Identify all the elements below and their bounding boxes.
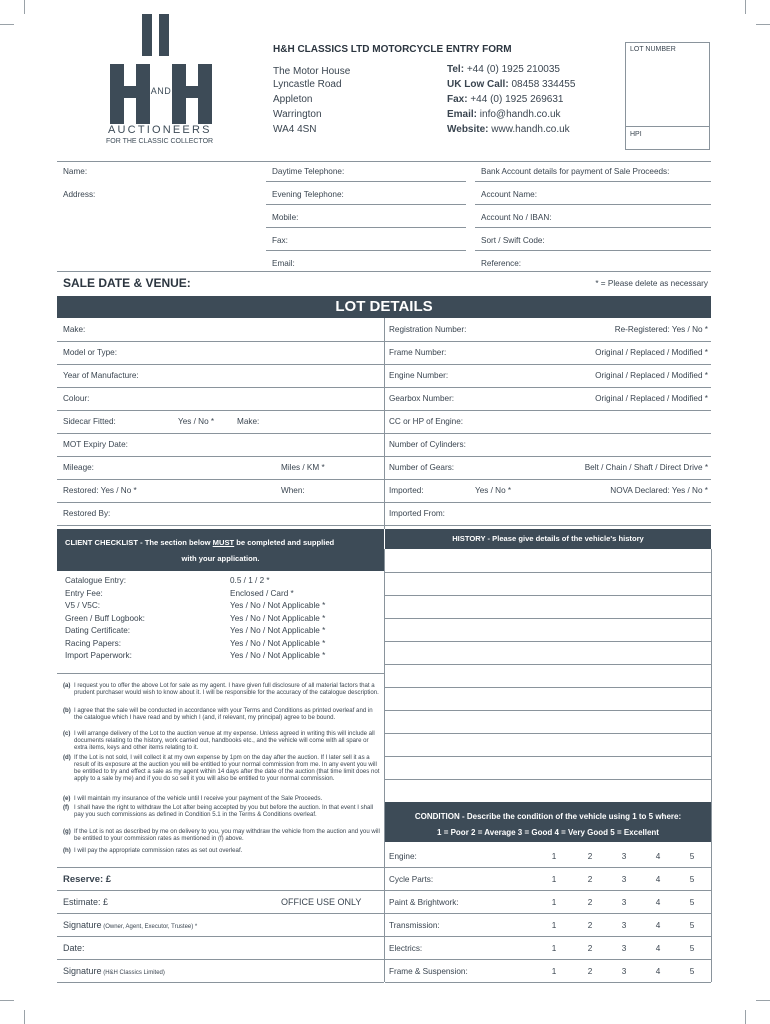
checklist-label: Dating Certificate:: [65, 626, 131, 635]
checklist-label: V5 / V5C:: [65, 601, 101, 610]
re-registered-option[interactable]: Re-Registered: Yes / No *: [614, 325, 708, 334]
condition-rating-option[interactable]: 4: [655, 921, 661, 930]
account-number-field[interactable]: Account No / IBAN:: [481, 213, 552, 222]
contact-website[interactable]: Website: www.handh.co.uk: [447, 124, 570, 135]
condition-rating-option[interactable]: 4: [655, 944, 661, 953]
form-title: H&H CLASSICS LTD MOTORCYCLE ENTRY FORM: [273, 44, 512, 55]
hpi-label: HPI: [630, 131, 642, 138]
checklist-label: Catalogue Entry:: [65, 576, 126, 585]
condition-rating-option[interactable]: 5: [689, 875, 695, 884]
condition-rating-option[interactable]: 4: [655, 898, 661, 907]
checklist-label: Entry Fee:: [65, 588, 103, 598]
condition-rating-option[interactable]: 4: [655, 852, 661, 861]
sidecar-fitted-field: Sidecar Fitted:: [63, 417, 116, 426]
condition-rating-option[interactable]: 2: [587, 967, 593, 976]
condition-rating-option[interactable]: 5: [689, 944, 695, 953]
condition-rating-option[interactable]: 1: [551, 898, 557, 907]
date-field[interactable]: Date:: [63, 943, 85, 953]
restored-by-field[interactable]: Restored By:: [63, 509, 111, 518]
logo-auctioneers: AUCTIONEERS: [108, 124, 212, 136]
checklist-value[interactable]: Yes / No / Not Applicable *: [230, 651, 326, 660]
condition-engine-label: Engine:: [389, 852, 417, 861]
condition-rating-option[interactable]: 3: [621, 921, 627, 930]
condition-rating-option[interactable]: 1: [551, 967, 557, 976]
crop-mark: [756, 24, 770, 25]
registration-number-field[interactable]: Registration Number:: [389, 325, 467, 334]
lot-number-label: LOT NUMBER: [630, 46, 676, 53]
lot-details-header: [57, 296, 711, 318]
evening-telephone-field[interactable]: Evening Telephone:: [272, 190, 344, 199]
condition-rating-option[interactable]: 1: [551, 921, 557, 930]
engine-status-option[interactable]: Original / Replaced / Modified *: [595, 371, 708, 380]
condition-rating-option[interactable]: 2: [587, 852, 593, 861]
fax-field[interactable]: Fax:: [272, 236, 288, 245]
term-item: (d) If the Lot is not sold, I will collect it at my own expense by 1pm on the day after the auction. If I later sell it as a result of its exposure at the auction you will be entitled to your normal commission from me. In any event you will be entitled to try and effect a sale as my agent within 14 days after the date of the auction (that time limit does not apply to a sale by me) and if you do so sell it you will also be entitled to your normal commission.: [63, 754, 380, 783]
name-field[interactable]: Name:: [63, 167, 88, 176]
condition-cycle-parts-label: Cycle Parts:: [389, 875, 434, 884]
model-field[interactable]: Model or Type:: [63, 348, 118, 357]
checklist-value[interactable]: Yes / No / Not Applicable *: [230, 626, 326, 635]
sidecar-yes-no[interactable]: Yes / No *: [178, 417, 215, 426]
checklist-value[interactable]: Enclosed / Card *: [230, 588, 294, 598]
drive-type-option[interactable]: Belt / Chain / Shaft / Direct Drive *: [584, 463, 708, 472]
condition-rating-option[interactable]: 3: [621, 875, 627, 884]
condition-rating-option[interactable]: 3: [621, 944, 627, 953]
gearbox-status-option[interactable]: Original / Replaced / Modified *: [595, 394, 708, 403]
history-header: HISTORY - Please give details of the vehicle's history: [385, 529, 711, 549]
condition-rating-option[interactable]: 5: [689, 967, 695, 976]
condition-transmission-label: Transmission:: [389, 921, 440, 930]
year-of-manufacture-field[interactable]: Year of Manufacture:: [63, 371, 139, 380]
condition-rating-option[interactable]: 4: [655, 967, 661, 976]
condition-rating-option[interactable]: 1: [551, 944, 557, 953]
daytime-telephone-field[interactable]: Daytime Telephone:: [272, 167, 345, 176]
crop-mark: [745, 1010, 746, 1024]
restored-yes-no[interactable]: Restored: Yes / No *: [63, 486, 137, 495]
engine-number-field[interactable]: Engine Number:: [389, 371, 449, 380]
checklist-value[interactable]: Yes / No / Not Applicable *: [230, 601, 326, 610]
term-item: (g) If the Lot is not as described by me on delivery to you, you may withdraw the vehicle from the auction and you will be entitled to your commission rates as mentioned in (f) above.: [63, 828, 380, 843]
checklist-value[interactable]: 0.5 / 1 / 2 *: [230, 576, 270, 585]
crop-mark: [0, 24, 14, 25]
frame-status-option[interactable]: Original / Replaced / Modified *: [595, 348, 708, 357]
estimate-field[interactable]: Estimate: £: [63, 897, 109, 907]
sort-code-field[interactable]: Sort / Swift Code:: [481, 236, 545, 245]
contact-tel: Tel: +44 (0) 1925 210035: [447, 64, 560, 75]
term-item: (h) I will pay the appropriate commission rates as set out overleaf.: [63, 847, 243, 854]
make-field[interactable]: Make:: [63, 325, 86, 334]
condition-rating-option[interactable]: 5: [689, 921, 695, 930]
crop-mark: [24, 1010, 25, 1024]
condition-rating-option[interactable]: 5: [689, 898, 695, 907]
hh-signature-field[interactable]: Signature (H&H Classics Limited): [63, 966, 165, 976]
condition-paint-label: Paint & Brightwork:: [389, 898, 459, 907]
condition-rating-option[interactable]: 3: [621, 852, 627, 861]
gearbox-number-field[interactable]: Gearbox Number:: [389, 394, 455, 403]
imported-field: Imported:: [389, 486, 424, 495]
condition-rating-option[interactable]: 2: [587, 875, 593, 884]
mot-expiry-field[interactable]: MOT Expiry Date:: [63, 440, 128, 449]
checklist-value[interactable]: Yes / No / Not Applicable *: [230, 638, 326, 648]
crop-mark: [0, 1000, 14, 1001]
gears-field[interactable]: Number of Gears:: [389, 463, 455, 472]
condition-rating-option[interactable]: 1: [551, 875, 557, 884]
address-line: WA4 4SN: [273, 124, 317, 135]
colour-field[interactable]: Colour:: [63, 394, 90, 403]
condition-electrics-label: Electrics:: [389, 944, 423, 953]
cc-hp-field[interactable]: CC or HP of Engine:: [389, 417, 464, 426]
condition-rating-option[interactable]: 2: [587, 898, 593, 907]
miles-km-option[interactable]: Miles / KM *: [281, 463, 325, 472]
term-item: (f) I shall have the right to withdraw the Lot after being accepted by you but before the auction. In that event I shall pay you such commissions as defined in Condition 5.1 in the Terms & Conditions overleaf.: [63, 804, 374, 819]
crop-mark: [756, 1000, 770, 1001]
reference-field[interactable]: Reference:: [481, 259, 522, 268]
mobile-field[interactable]: Mobile:: [272, 213, 299, 222]
crop-mark: [24, 0, 25, 14]
condition-rating-option[interactable]: 1: [551, 852, 557, 861]
checklist-label: Racing Papers:: [65, 638, 121, 648]
term-item: (e) I will maintain my insurance of the vehicle until I receive your payment of the Sale Proceeds.: [63, 795, 323, 802]
contact-low-call: UK Low Call: 08458 334455: [447, 79, 576, 90]
sidecar-make-field[interactable]: Make:: [237, 417, 260, 426]
restored-when-field[interactable]: When:: [281, 486, 305, 495]
logo-and: AND: [150, 86, 172, 96]
nova-declared-option[interactable]: NOVA Declared: Yes / No *: [610, 486, 708, 495]
logo-tagline: FOR THE CLASSIC COLLECTOR: [106, 138, 214, 145]
checklist-label: Import Paperwork:: [65, 651, 132, 660]
address-line: Appleton: [273, 94, 313, 105]
condition-rating-option[interactable]: 2: [587, 944, 593, 953]
condition-rating-option[interactable]: 4: [655, 875, 661, 884]
crop-mark: [745, 0, 746, 14]
term-item: (a) I request you to offer the above Lot for sale as my agent. I have given full disclosure of all material factors that a prudent purchaser would wish to know about it. I will be responsible for the accuracy of the catalogue description.: [63, 682, 379, 697]
lot-details-title: LOT DETAILS: [335, 298, 433, 315]
history-area[interactable]: [385, 549, 711, 802]
condition-rating-option[interactable]: 2: [587, 921, 593, 930]
frame-number-field[interactable]: Frame Number:: [389, 348, 447, 357]
checklist-value[interactable]: Yes / No / Not Applicable *: [230, 613, 326, 623]
cylinders-field[interactable]: Number of Cylinders:: [389, 440, 466, 449]
address-line: The Motor House: [273, 66, 351, 77]
address-line: Warrington: [273, 109, 322, 120]
checklist-label: Green / Buff Logbook:: [65, 613, 145, 623]
client-checklist-header: CLIENT CHECKLIST - The section below MUST be completed and supplied with your application.: [57, 529, 384, 571]
condition-rating-option[interactable]: 5: [689, 852, 695, 861]
condition-rating-option[interactable]: 3: [621, 967, 627, 976]
mileage-field[interactable]: Mileage:: [63, 463, 94, 472]
term-item: (b) I agree that the sale will be conducted in accordance with your Terms and Conditions as printed overleaf and in the catalogue which I have read and by which I (and, if relevant, my principal) agree to be bound.: [63, 707, 373, 722]
address-line: Lyncastle Road: [273, 79, 342, 90]
sale-date-venue-field[interactable]: SALE DATE & VENUE:: [63, 276, 191, 290]
condition-rating-option[interactable]: 3: [621, 898, 627, 907]
imported-from-field[interactable]: Imported From:: [389, 509, 445, 518]
address-field[interactable]: Address:: [63, 190, 96, 199]
email-field[interactable]: Email:: [272, 259, 295, 268]
condition-header: CONDITION - Describe the condition of the vehicle using 1 to 5 where: 1 = Poor 2 = Average 3 = Good 4 = Very Good 5 = Excellent: [385, 802, 711, 842]
delete-note: * = Please delete as necessary: [595, 279, 708, 288]
owner-signature-field[interactable]: Signature (Owner, Agent, Executor, Trustee) *: [63, 920, 198, 930]
contact-fax: Fax: +44 (0) 1925 269631: [447, 94, 564, 105]
imported-yes-no[interactable]: Yes / No *: [475, 486, 512, 495]
company-logo: [106, 14, 226, 150]
account-name-field[interactable]: Account Name:: [481, 190, 537, 199]
contact-email[interactable]: Email: info@handh.co.uk: [447, 109, 561, 120]
term-item: (c) I will arrange delivery of the Lot to the auction venue at my expense. Unless agreed in writing this will include all documents relating to the history, work carried out, handbooks etc., and the vehicle will come with all spare or extra items, keys and other items relating to it.: [63, 730, 375, 752]
bank-details-label: Bank Account details for payment of Sale Proceeds:: [481, 167, 670, 176]
office-use-only-label: OFFICE USE ONLY: [281, 897, 362, 907]
reserve-field[interactable]: Reserve: £: [63, 874, 112, 885]
condition-frame-label: Frame & Suspension:: [389, 967, 468, 976]
